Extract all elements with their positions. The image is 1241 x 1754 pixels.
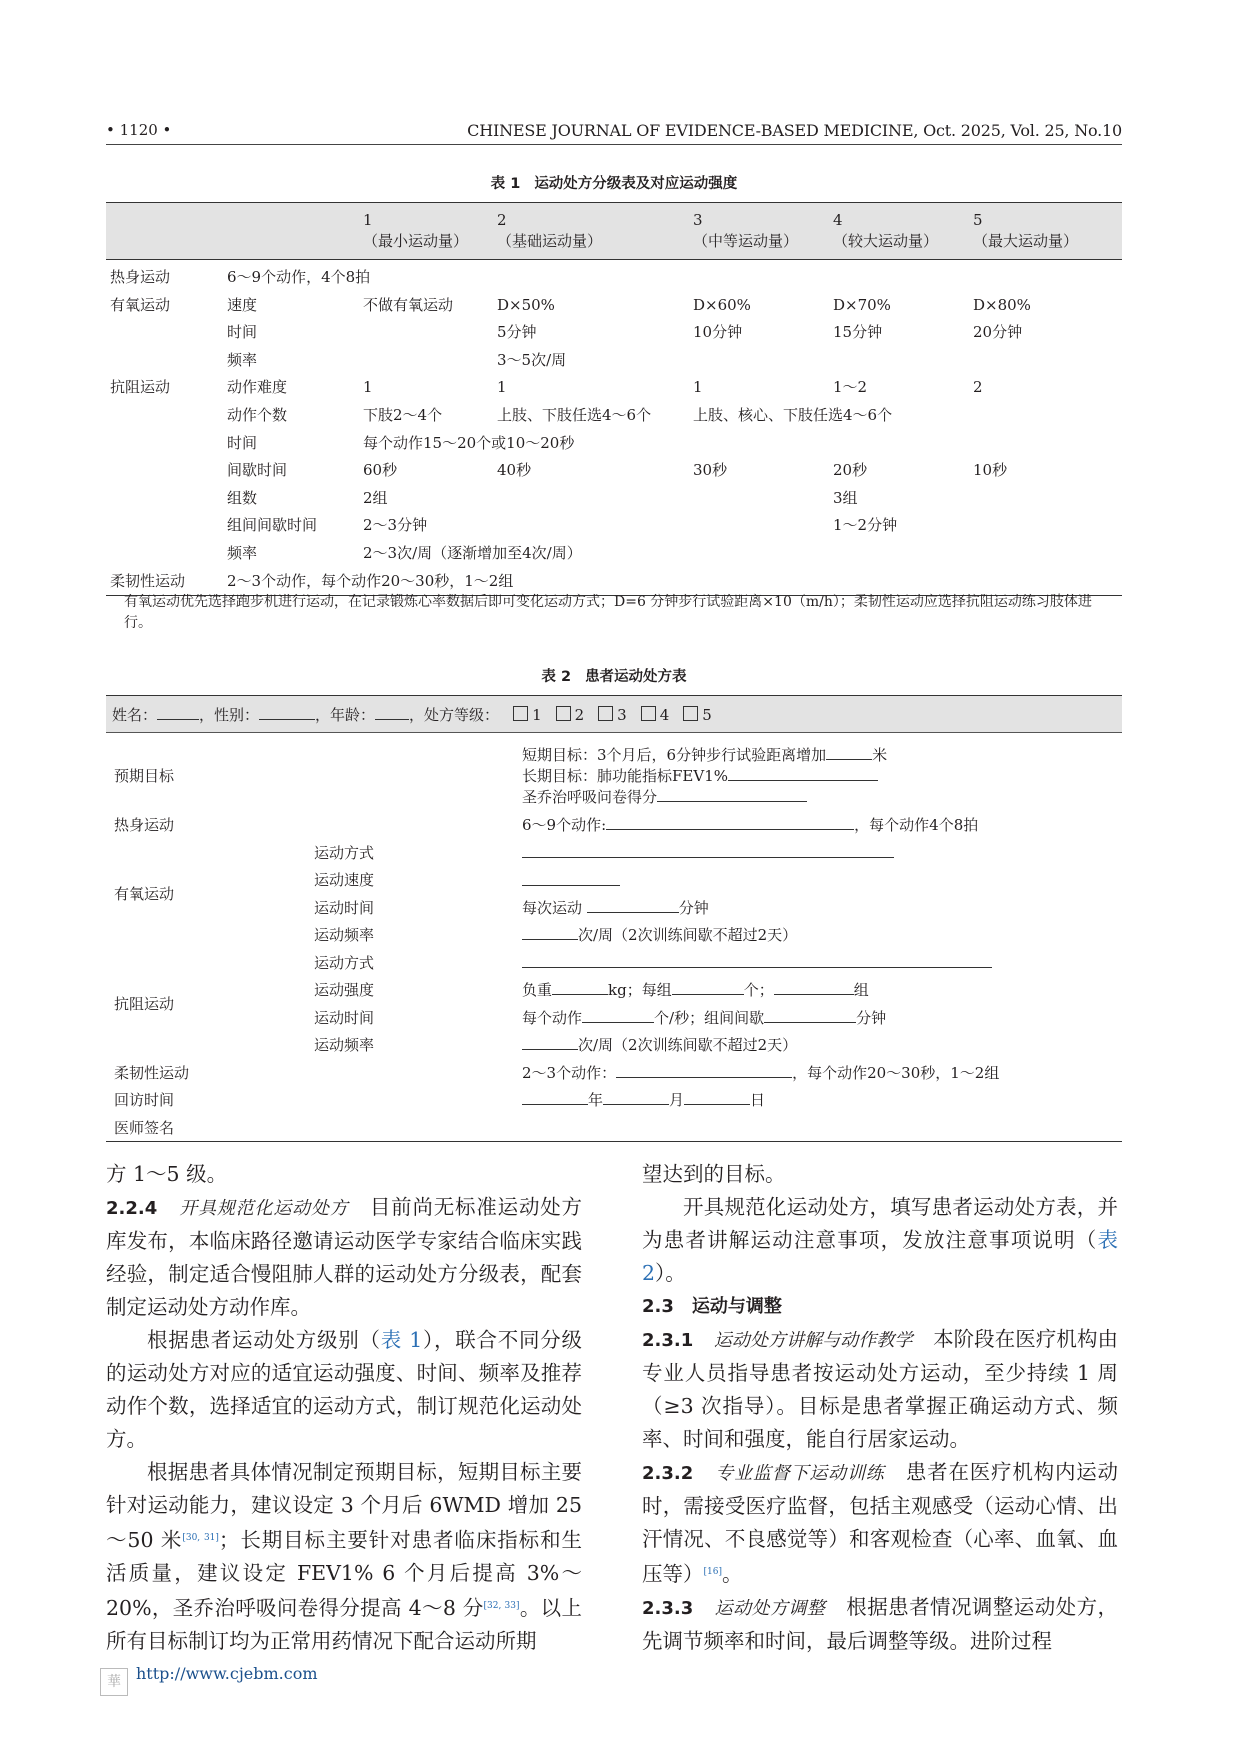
table1-category xyxy=(106,402,223,430)
table1-header-empty xyxy=(223,203,359,260)
field-text: 每次运动 xyxy=(522,898,583,917)
paragraph xyxy=(642,1456,1118,1591)
field-text: 分钟 xyxy=(856,1008,887,1027)
table1-category xyxy=(106,485,223,513)
table1-category xyxy=(106,512,223,540)
section-heading: 开具规范化运动处方 xyxy=(179,1198,349,1219)
table-row xyxy=(106,319,1122,347)
table1-category xyxy=(106,540,223,568)
sets-blank xyxy=(774,979,854,995)
table2-section-label: 柔韧性运动 xyxy=(114,1063,190,1082)
table-row xyxy=(106,949,1122,977)
grade-option-label: 1 xyxy=(532,705,542,724)
field-text: 年 xyxy=(588,1091,604,1110)
table1-cell: 1 xyxy=(693,378,703,397)
field-text: 分钟 xyxy=(678,898,709,917)
field-text: 个； xyxy=(743,981,774,1000)
paragraph-text: ；长期目标主要针对患者临床指标和生活质量，建议设定 FEV1% 6 个月后提高 3%～20%，圣乔治呼吸问卷得分提高 4～8 分 xyxy=(106,1528,582,1620)
paragraph-text: 。以上所有目标制订均为正常用药情况下配合运动所期 xyxy=(106,1596,583,1653)
table1-cell: 1～2分钟 xyxy=(833,516,898,535)
table-row xyxy=(106,839,1122,867)
table1-cell: 不做有氧运动 xyxy=(363,295,454,314)
paragraph xyxy=(106,1324,582,1456)
table1-category xyxy=(106,347,223,375)
table2-header-row xyxy=(106,696,1122,733)
grade-checkbox-5 xyxy=(683,706,698,721)
table-row xyxy=(106,260,1122,292)
name-label: 姓名： xyxy=(112,705,158,724)
resistance-method-blank xyxy=(522,952,992,968)
section-number: 2.2.4 xyxy=(106,1198,158,1219)
table1-subitem: 频率 xyxy=(227,543,258,562)
table-row xyxy=(106,457,1122,485)
table1-cell: 2～3次/周（逐渐增加至4次/周） xyxy=(363,543,582,562)
paragraph-text: 。 xyxy=(721,1562,743,1586)
short-goal-blank xyxy=(826,744,872,760)
table1-category: 抗阻运动 xyxy=(110,378,171,397)
table2-subitem xyxy=(306,733,514,812)
table1-cell: 2组 xyxy=(363,488,388,507)
section-heading: 2.3 运动与调整 xyxy=(642,1296,782,1317)
table1-category xyxy=(106,319,223,347)
table2-subitem: 运动强度 xyxy=(314,981,375,1000)
field-text: kg；每组 xyxy=(608,981,672,1000)
table1-cell: 6～9个动作，4个8拍 xyxy=(227,268,371,286)
table1-cell: D×80% xyxy=(973,295,1031,314)
table1-cell: D×50% xyxy=(497,295,555,314)
table2-subitem xyxy=(306,811,514,839)
page-number: • 1120 • xyxy=(106,121,172,139)
citation-link[interactable]: [32, 33] xyxy=(483,1601,520,1611)
field-text: 每个动作 xyxy=(522,1008,583,1027)
table1-cell: 1 xyxy=(363,378,373,397)
grade-checkbox-1 xyxy=(513,706,528,721)
section-number: 2.3.3 xyxy=(642,1598,694,1619)
table2-caption xyxy=(106,665,1122,686)
aerobic-speed-field xyxy=(514,866,1122,894)
journal-logo-icon: 華 xyxy=(100,1668,128,1696)
grade-label: ，处方等级： xyxy=(409,705,500,724)
table1-header-level-3: 3 （中等运动量） xyxy=(689,203,829,260)
table1-subitem: 动作个数 xyxy=(227,405,288,424)
table1-note: 有氧运动优先选择跑步机进行运动，在记录锻炼心率数据后即可变化运动方式；D=6 分钟步行试验距离×10（m/h）；柔韧性运动应选择抗阻运动练习肢体进行。 xyxy=(124,594,1092,631)
year-blank xyxy=(522,1089,588,1105)
table-row xyxy=(106,512,1122,540)
grade-checkbox-3 xyxy=(598,706,613,721)
field-text: 月 xyxy=(669,1091,685,1110)
citation-link[interactable]: [16] xyxy=(703,1567,722,1577)
table1-cell: 3组 xyxy=(833,488,858,507)
tempo-blank xyxy=(582,1007,654,1023)
aerobic-method-field xyxy=(514,839,1122,867)
table2-section-label: 热身运动 xyxy=(114,816,175,835)
field-text: 个/秒；组间间歇 xyxy=(654,1008,765,1027)
field-text: 6～9个动作: xyxy=(522,816,607,835)
paragraph-text: ），联合不同分级的运动处方对应的适宜运动强度、时间、频率及推荐动作个数，选择适宜的运动方式，制订规范化运动处方。 xyxy=(106,1328,583,1451)
field-text: 组 xyxy=(853,981,869,1000)
table1-cell: 20秒 xyxy=(833,461,868,480)
field-text: 2～3个动作： xyxy=(522,1063,617,1082)
table-row xyxy=(106,1086,1122,1114)
table1-category xyxy=(106,457,223,485)
paragraph-text: 根据患者具体情况制定预期目标，短期目标主要针对运动能力，建议设定 3 个月后 6WMD 增加 25～50 米 xyxy=(106,1460,582,1552)
visit-field xyxy=(514,1086,1122,1114)
table1-cell xyxy=(359,319,493,347)
age-blank xyxy=(375,704,409,720)
body-right-column xyxy=(642,1158,1118,1658)
resistance-method-field xyxy=(514,949,1122,977)
signature-field xyxy=(514,1114,1122,1142)
paragraph xyxy=(106,1191,582,1324)
table2-subitem: 运动方式 xyxy=(314,843,375,862)
header-rule xyxy=(106,144,1122,145)
paragraph-text: 患者在医疗机构内运动时，需接受医疗监督，包括主观感受（运动心情、出汗情况、不良感觉等）和客观检查（心率、血氧、血压等） xyxy=(642,1460,1119,1586)
table-row xyxy=(106,292,1122,320)
resistance-time-field xyxy=(514,1004,1122,1032)
table1-cell: 3～5次/周 xyxy=(497,350,567,369)
aerobic-time-field xyxy=(514,894,1122,922)
section-number: 2.3.1 xyxy=(642,1330,694,1351)
short-goal-label: 短期目标：3个月后，6分钟步行试验距离增加 xyxy=(522,745,827,764)
table2-section-label: 抗阻运动 xyxy=(114,995,175,1013)
table1-category: 有氧运动 xyxy=(110,295,171,314)
table2-caption-title: 患者运动处方表 xyxy=(585,669,687,685)
table1-cell: 10分钟 xyxy=(693,323,743,342)
day-blank xyxy=(684,1089,750,1105)
table1-cell: 5分钟 xyxy=(497,323,537,342)
table2-subitem xyxy=(306,1114,514,1142)
table1-subitem: 组间间歇时间 xyxy=(227,516,318,535)
table-row xyxy=(106,402,1122,430)
table-row xyxy=(106,1059,1122,1087)
table1-cell: 1～2 xyxy=(833,378,868,397)
resistance-intensity-field xyxy=(514,976,1122,1004)
sex-blank xyxy=(259,704,315,720)
table2-subitem: 运动频率 xyxy=(314,1036,375,1055)
table1-subitem: 间歇时间 xyxy=(227,461,288,480)
short-goal-unit: 米 xyxy=(872,745,888,764)
warmup-blank xyxy=(606,814,854,830)
section-number: 2.3.2 xyxy=(642,1463,694,1484)
table2-section-label: 医师签名 xyxy=(106,1114,306,1142)
table2 xyxy=(106,695,1122,1142)
field-text: 负重 xyxy=(522,981,553,1000)
aerobic-speed-blank xyxy=(522,870,620,886)
aerobic-freq-blank xyxy=(522,924,578,940)
set-rest-blank xyxy=(764,1007,856,1023)
table1-caption xyxy=(106,172,1122,193)
section-heading: 专业监督下运动训练 xyxy=(715,1463,885,1484)
table1-category xyxy=(106,430,223,458)
aerobic-time-blank xyxy=(587,897,679,913)
body-left-column xyxy=(106,1158,582,1658)
aerobic-freq-field xyxy=(514,921,1122,949)
load-blank xyxy=(552,979,608,995)
table1-cell: 上肢、下肢任选4～6个 xyxy=(497,405,652,424)
paragraph-text: 目前尚无标准运动处方库发布，本临床路径邀请运动医学专家结合临床实践经验，制定适合慢阻肺人群的运动处方分级表，配套制定运动处方动作库。 xyxy=(106,1195,583,1319)
table-row xyxy=(106,1114,1122,1142)
journal-title: CHINESE JOURNAL OF EVIDENCE-BASED MEDICINE, Oct. 2025, Vol. 25, No.10 xyxy=(467,121,1122,140)
reps-blank xyxy=(672,979,744,995)
paragraph-text: 开具规范化运动处方，填写患者运动处方表，并为患者讲解运动注意事项，发放注意事项说明（ xyxy=(642,1195,1118,1252)
table-link[interactable]: 表 1 xyxy=(380,1328,423,1352)
table2-section-label: 预期目标 xyxy=(114,766,175,785)
aerobic-method-blank xyxy=(522,842,894,858)
table-row xyxy=(106,374,1122,402)
resistance-freq-blank xyxy=(522,1034,578,1050)
table2-section-label: 有氧运动 xyxy=(114,885,175,903)
table2-subitem: 运动时间 xyxy=(314,1008,375,1027)
age-label: ，年龄： xyxy=(315,705,376,724)
table1-cell: 1 xyxy=(497,378,507,397)
long-goal-label: 长期目标：肺功能指标FEV1% xyxy=(522,766,728,785)
sgrq-label: 圣乔治呼吸问卷得分 xyxy=(522,787,658,806)
table1 xyxy=(106,202,1122,596)
table1-cell: 每个动作15～20个或10～20秒 xyxy=(363,433,575,452)
table1-cell: 下肢2～4个 xyxy=(363,405,443,424)
month-blank xyxy=(603,1089,669,1105)
paragraph-text: 根据患者运动处方级别（ xyxy=(147,1328,381,1352)
paragraph xyxy=(106,1456,582,1658)
paragraph: 方 1～5 级。 xyxy=(106,1162,228,1186)
table1-cell: 2～3个动作，每个动作20～30秒，1～2组 xyxy=(223,568,1122,596)
paragraph xyxy=(642,1191,1118,1290)
patient-info-line xyxy=(106,696,1122,733)
table1-cell: 40秒 xyxy=(497,461,532,480)
grade-option-label: 5 xyxy=(702,705,712,724)
table1-cell: D×60% xyxy=(693,295,751,314)
table1-cell: 30秒 xyxy=(693,461,728,480)
table1-subitem: 时间 xyxy=(227,323,258,342)
table1-subitem: 频率 xyxy=(227,350,258,369)
grade-checkbox-2 xyxy=(556,706,571,721)
paragraph xyxy=(642,1323,1118,1456)
table1-subitem: 速度 xyxy=(227,295,258,314)
table1-header-level-2: 2 （基础运动量） xyxy=(493,203,689,260)
table1-category: 热身运动 xyxy=(110,268,171,286)
table1-header-empty xyxy=(106,203,223,260)
field-text: 日 xyxy=(750,1091,766,1110)
table-row xyxy=(106,811,1122,839)
table1-cell: 上肢、核心、下肢任选4～6个 xyxy=(693,405,893,424)
table2-subitem: 运动方式 xyxy=(314,953,375,972)
table1-subitem: 时间 xyxy=(227,433,258,452)
flex-field xyxy=(514,1059,1122,1087)
resistance-freq-field xyxy=(514,1031,1122,1059)
journal-url-link[interactable]: http://www.cjebm.com xyxy=(136,1664,318,1683)
table1-cell: 60秒 xyxy=(363,461,398,480)
sex-label: ，性别： xyxy=(199,705,260,724)
field-text: 次/周（2次训练间歇不超过2天） xyxy=(578,926,798,945)
paragraph-text: 本阶段在医疗机构由专业人员指导患者按运动处方运动，至少持续 1 周（≥3 次指导）。目标是患者掌握正确运动方式、频率、时间和强度，能自行居家运动。 xyxy=(642,1327,1119,1451)
goals-fields xyxy=(514,733,1122,812)
field-text: ，每个动作4个8拍 xyxy=(854,816,979,835)
table1-cell: D×70% xyxy=(833,295,891,314)
table1-cell: 2～3分钟 xyxy=(363,516,428,535)
table1-caption-number: 表 1 xyxy=(490,176,521,192)
table2-subitem xyxy=(306,1059,514,1087)
section-heading: 运动处方调整 xyxy=(714,1598,826,1619)
table1-cell: 2 xyxy=(973,378,983,397)
table1-cell: 10秒 xyxy=(973,461,1008,480)
paragraph: 望达到的目标。 xyxy=(642,1162,786,1186)
table2-section-label: 回访时间 xyxy=(114,1091,175,1110)
table-row xyxy=(106,733,1122,812)
table-row xyxy=(106,485,1122,513)
table1-header-row xyxy=(106,203,1122,260)
table2-caption-number: 表 2 xyxy=(541,669,572,685)
table2-subitem: 运动频率 xyxy=(314,926,375,945)
table2-subitem: 运动时间 xyxy=(314,898,375,917)
table1-cell: 15分钟 xyxy=(833,323,883,342)
grade-checkbox-4 xyxy=(641,706,656,721)
footer xyxy=(100,1664,318,1696)
table1-category: 柔韧性运动 xyxy=(106,568,223,596)
table-row xyxy=(106,430,1122,458)
grade-option-label: 2 xyxy=(574,705,585,724)
section-heading: 运动处方讲解与动作教学 xyxy=(713,1330,913,1351)
name-blank xyxy=(157,704,199,720)
table1-header-level-4: 4 （较大运动量） xyxy=(829,203,969,260)
sgrq-blank xyxy=(657,786,807,802)
long-goal-blank xyxy=(728,765,878,781)
grade-option-label: 3 xyxy=(617,705,627,724)
paragraph xyxy=(642,1591,1118,1658)
table-row xyxy=(106,347,1122,375)
grade-option-label: 4 xyxy=(659,705,670,724)
table2-subitem xyxy=(306,1086,514,1114)
table-link[interactable]: 表 2 xyxy=(642,1228,1118,1285)
table1-cell: 20分钟 xyxy=(973,323,1023,342)
citation-link[interactable]: [30, 31] xyxy=(182,1533,219,1543)
table1-subitem: 动作难度 xyxy=(227,378,288,397)
warmup-field xyxy=(514,811,1122,839)
table1-header-level-1: 1 （最小运动量） xyxy=(359,203,493,260)
field-text: ，每个动作20～30秒，1～2组 xyxy=(792,1063,1000,1082)
paragraph-text: 根据患者情况调整运动处方，先调节频率和时间，最后调整等级。进阶过程 xyxy=(642,1595,1119,1653)
table1-subitem: 组数 xyxy=(227,488,258,507)
paragraph-text: ）。 xyxy=(655,1261,686,1285)
table1-caption-title: 运动处方分级表及对应运动强度 xyxy=(534,176,738,192)
table2-subitem: 运动速度 xyxy=(314,871,375,890)
field-text: 次/周（2次训练间歇不超过2天） xyxy=(578,1036,798,1055)
table1-header-level-5: 5 （最大运动量） xyxy=(969,203,1122,260)
table-row xyxy=(106,540,1122,568)
table1-cell xyxy=(359,347,493,375)
flex-blank xyxy=(616,1062,792,1078)
